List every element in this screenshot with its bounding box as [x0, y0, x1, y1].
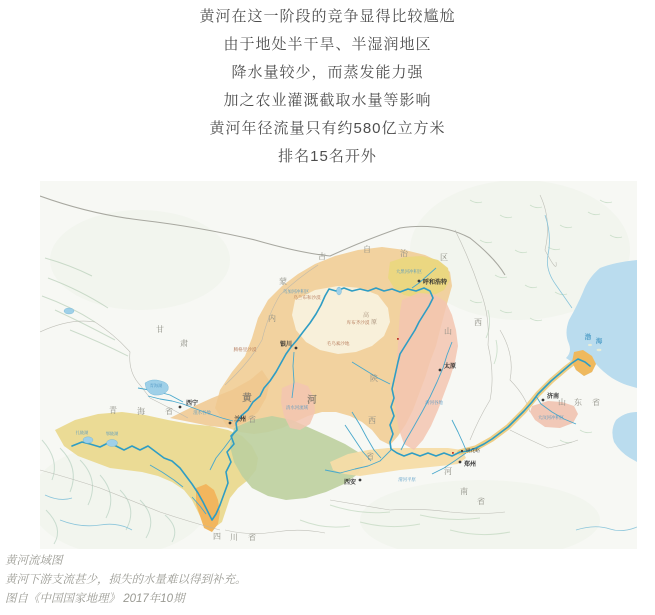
caption-note: 黄河下游支流甚少，损失的水量难以得到补充。	[5, 574, 247, 586]
desert-label: 腾格里沙漠	[233, 347, 257, 352]
city-dot	[179, 406, 182, 409]
province-label: 区	[440, 253, 448, 262]
city-dot	[418, 280, 421, 283]
intro-line: 黄河年径流量只有约580亿立方米	[209, 120, 446, 137]
province-label: 西	[474, 318, 482, 327]
river-name-label: 黄	[242, 393, 252, 404]
province-label: 南	[460, 487, 468, 496]
city-label: 兰州	[234, 417, 247, 423]
province-label: 山	[444, 327, 452, 336]
city-dot	[359, 479, 362, 482]
lake-label: 鄂陵湖	[105, 431, 119, 436]
province-label: 四	[213, 532, 221, 541]
intro-line: 加之农业灌溉截取水量等影响	[223, 92, 432, 109]
city-label: 西宁	[186, 401, 199, 407]
province-label: 海	[137, 407, 145, 416]
province-label: 省	[592, 398, 600, 407]
sea-label: 海	[595, 338, 605, 345]
city-dot	[542, 399, 545, 402]
alluvial-label: 湟水谷地	[193, 410, 211, 415]
alluvial-label: 乌加河冲积区	[282, 289, 310, 294]
city-dot	[439, 369, 442, 372]
terrain-label: 原	[370, 320, 378, 326]
city-dot	[295, 347, 298, 350]
dam-icon	[452, 452, 454, 454]
province-label: 青	[109, 406, 117, 415]
caption-source: 图自《中国国家地理》 2017年10期	[5, 593, 185, 605]
intro-line: 黄河在这一阶段的竞争显得比较尴尬	[199, 8, 456, 25]
intro-line: 降水量较少，而蒸发能力强	[231, 64, 424, 81]
alluvial-label: 清水河流域	[286, 405, 308, 410]
lake-label: 青海湖	[149, 383, 163, 388]
province-label: 西	[368, 416, 376, 425]
province-label: 治	[400, 249, 408, 258]
river-name-label: 河	[307, 395, 317, 406]
province-label: 肃	[180, 339, 188, 348]
province-label: 省	[165, 407, 173, 416]
city-label: 郑州	[464, 462, 477, 468]
province-label: 陕	[370, 374, 378, 383]
province-label: 自	[363, 245, 371, 254]
intro-line: 排名15名开外	[278, 148, 377, 165]
site-label: 桃花峪	[466, 448, 480, 453]
dam-icon	[397, 338, 399, 340]
intro-line: 由于地处半干旱、半湿润地区	[223, 36, 432, 53]
yellow-river-basin-map	[40, 181, 637, 549]
city-dot	[229, 422, 232, 425]
province-label: 内	[268, 314, 276, 323]
province-label: 省	[248, 415, 256, 424]
province-label: 山	[558, 398, 566, 407]
city-label: 太原	[444, 364, 457, 370]
city-label: 济南	[547, 394, 560, 400]
province-label: 川	[230, 533, 238, 542]
desert-label: 毛乌素沙地	[326, 341, 350, 346]
province-label: 省	[366, 452, 374, 461]
caption-title: 黄河流域图	[5, 555, 63, 567]
province-label: 古	[318, 252, 326, 261]
province-label: 省	[477, 497, 485, 506]
province-label: 蒙	[279, 277, 287, 286]
figure-caption	[5, 552, 645, 609]
alluvial-label: 大汶河冲积区	[537, 415, 565, 420]
desert-label: 库布齐沙漠	[346, 320, 370, 325]
alluvial-label: 渭河平原	[398, 477, 416, 482]
terrain-label: 高	[362, 313, 370, 319]
sea-label: 渤	[584, 334, 594, 341]
city-label: 呼和浩特	[423, 280, 448, 286]
city-label: 银川	[279, 342, 292, 348]
province-label: 省	[248, 533, 256, 542]
intro-text-block	[0, 3, 655, 171]
province-label: 东	[574, 398, 582, 407]
alluvial-label: 汾河谷地	[425, 400, 443, 405]
province-label: 甘	[156, 325, 164, 334]
city-dot	[459, 461, 462, 464]
site-icon	[461, 450, 463, 452]
lake-label: 扎陵湖	[75, 430, 89, 435]
desert-label: 乌兰布和沙漠	[293, 295, 321, 300]
alluvial-label: 大黑河冲积区	[395, 269, 423, 274]
province-label: 河	[444, 467, 452, 476]
city-label: 西安	[343, 480, 356, 486]
